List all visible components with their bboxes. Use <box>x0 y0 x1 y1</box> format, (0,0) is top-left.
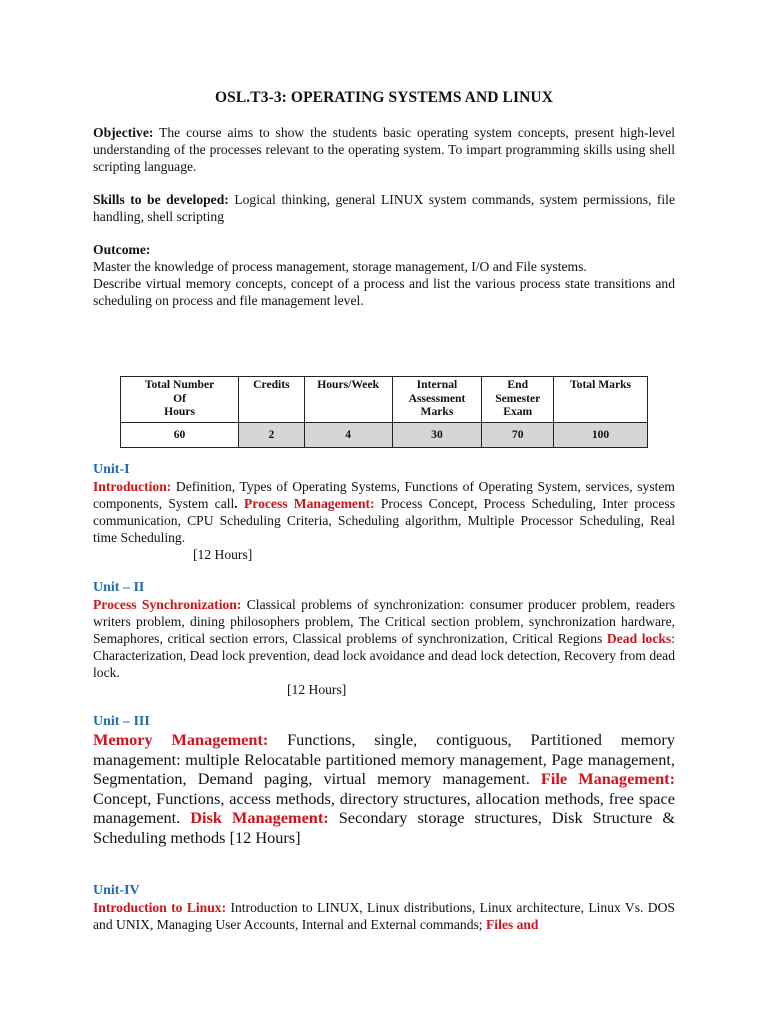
table-header-cell: Hours/Week <box>304 377 392 423</box>
unit-4-heading: Unit-IV <box>93 883 140 898</box>
objective-label: Objective: <box>93 125 154 140</box>
unit-3-label-memory-management: Memory Management: <box>93 730 269 749</box>
outcome-line-2: Describe virtual memory concepts, concept of a process and list the various process state transitions and scheduling on process and file management level. <box>93 276 675 308</box>
table-header-cell: Credits <box>239 377 305 423</box>
table-cell: 2 <box>239 422 305 448</box>
unit-1-section <box>93 461 675 563</box>
unit-4-label-files-and: Files and <box>485 917 539 932</box>
course-summary-table <box>120 376 648 448</box>
unit-4-body: Introduction to Linux: Introduction to LINUX, Linux distributions, Linux architecture, Linux Vs. DOS and UNIX, Managing User Accounts, Internal and External commands; Files and <box>93 900 675 932</box>
unit-3-section <box>93 713 675 848</box>
table-cell: 4 <box>304 422 392 448</box>
table-cell: 70 <box>482 422 554 448</box>
unit-1-body: Introduction: Definition, Types of Operating Systems, Functions of Operating System, services, system components, System call. Process Management: Process Concept, Process Scheduling, Inter process communication, CPU Scheduling Criteria, Scheduling algorithm, Multiple Processor Scheduling, Real time Scheduling. <box>93 479 675 545</box>
unit-3-label-file-management: File Management: <box>540 769 675 789</box>
unit-2-heading: Unit – II <box>93 580 145 595</box>
unit-2-label-dead-locks: Dead locks <box>606 631 672 646</box>
unit-3-body: Memory Management: Functions, single, contiguous, Partitioned memory management: multiple Relocatable partitioned memory management, Page management, Segmentation, Demand paging, virtual memory management. File Management: Concept, Functions, access methods, directory structures, allocation methods, free space management. Disk Management: Secondary storage structures, Disk Structure & Scheduling methods [12 Hours] <box>93 730 676 847</box>
unit-2-section <box>93 579 675 698</box>
table-header-row <box>121 377 648 423</box>
table-cell: 100 <box>554 422 648 448</box>
table-header-cell: Total Number Of Hours <box>121 377 239 423</box>
table-cell: 30 <box>392 422 482 448</box>
unit-3-heading: Unit – III <box>93 714 150 729</box>
objective-text: The course aims to show the students basic operating system concepts, present high-level understanding of the processes relevant to the operating system. To impart programming skills using shell scripting language. <box>93 125 676 174</box>
page-title: OSL.T3-3: OPERATING SYSTEMS AND LINUX <box>214 89 553 106</box>
unit-4-label-introduction-to-linux: Introduction to Linux: <box>93 900 227 915</box>
outcome-section <box>93 241 675 309</box>
unit-2-hours: [12 Hours] <box>287 682 347 697</box>
skills-text: Logical thinking, general LINUX system commands, system permissions, file handling, shell scripting <box>93 192 675 224</box>
skills-label: Skills to be developed: <box>93 192 229 207</box>
unit-2-label-process-synchronization: Process Synchronization: <box>93 597 242 612</box>
table-cell: 60 <box>121 422 239 448</box>
table-header-cell: Internal Assessment Marks <box>392 377 482 423</box>
table-row <box>121 422 648 448</box>
outcome-line-1: Master the knowledge of process management, storage management, I/O and File systems. <box>93 259 587 274</box>
table-header-cell: End Semester Exam <box>482 377 554 423</box>
objective-paragraph <box>93 124 675 175</box>
skills-paragraph <box>93 191 675 225</box>
table-header-cell: Total Marks <box>554 377 648 423</box>
unit-1-hours: [12 Hours] <box>193 547 253 562</box>
unit-4-section <box>93 882 675 933</box>
unit-1-label-process-management: Process Management: <box>243 496 375 511</box>
unit-1-label-introduction: Introduction: <box>93 479 172 494</box>
outcome-label: Outcome: <box>93 242 151 257</box>
unit-2-body: Process Synchronization: Classical problems of synchronization: consumer producer problem, readers writers problem, dining philosophers problem, The Critical section problem, synchronization hardware, Semaphores, critical section errors, Classical problems of synchronization, Critical Regions Dead locks: Characterization, Dead lock prevention, dead lock avoidance and dead lock detection, Recovery from dead lock. <box>93 597 675 680</box>
unit-1-heading: Unit-I <box>93 462 130 477</box>
unit-3-label-disk-management: Disk Management: <box>190 808 329 828</box>
